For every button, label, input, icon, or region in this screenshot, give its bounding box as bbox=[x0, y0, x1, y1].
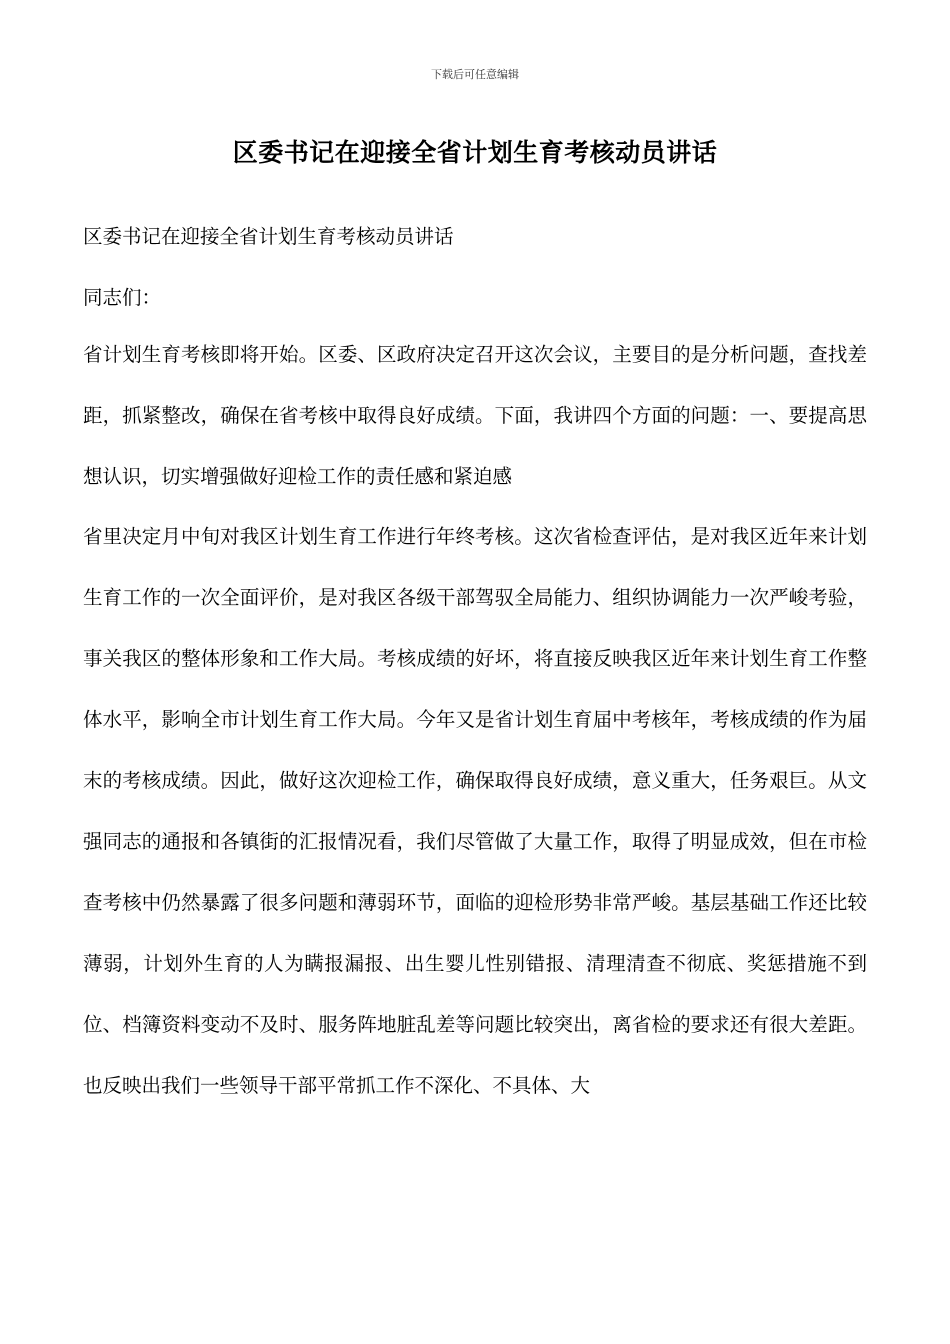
paragraph-1: 省计划生育考核即将开始。区委、区政府决定召开这次会议，主要目的是分析问题，查找差距，抓紧整改，确保在省考核中取得良好成绩。下面，我讲四个方面的问题：一、要提高思想认识，切实增强做好迎检工作的责任感和紧迫感 bbox=[83, 343, 867, 488]
paragraph-2: 省里决定月中旬对我区计划生育工作进行年终考核。这次省检查评估，是对我区近年来计划生育工作的一次全面评价，是对我区各级干部驾驭全局能力、组织协调能力一次严峻考验，事关我区的整体形象和工作大局。考核成绩的好坏，将直接反映我区近年来计划生育工作整体水平，影响全市计划生育工作大局。今年又是省计划生育届中考核年，考核成绩的作为届末的考核成绩。因此，做好这次迎检工作，确保取得良好成绩，意义重大，任务艰巨。从文强同志的通报和各镇街的汇报情况看，我们尽管做了大量工作，取得了明显成效，但在市检查考核中仍然暴露了很多问题和薄弱环节，面临的迎检形势非常严峻。基层基础工作还比较薄弱，计划外生育的人为瞒报漏报、出生婴儿性别错报、清理清查不彻底、奖惩措施不到位、档簿资料变动不及时、服务阵地脏乱差等问题比较突出，离省检的要求还有很大差距。也反映出我们一些领导干部平常抓工作不深化、不具体、大 bbox=[83, 525, 867, 1097]
document-subtitle: 区委书记在迎接全省计划生育考核动员讲话 bbox=[83, 225, 454, 248]
document-title: 区委书记在迎接全省计划生育考核动员讲话 bbox=[232, 138, 718, 167]
greeting: 同志们： bbox=[83, 286, 162, 309]
header-note: 下载后可任意编辑 bbox=[431, 68, 519, 81]
